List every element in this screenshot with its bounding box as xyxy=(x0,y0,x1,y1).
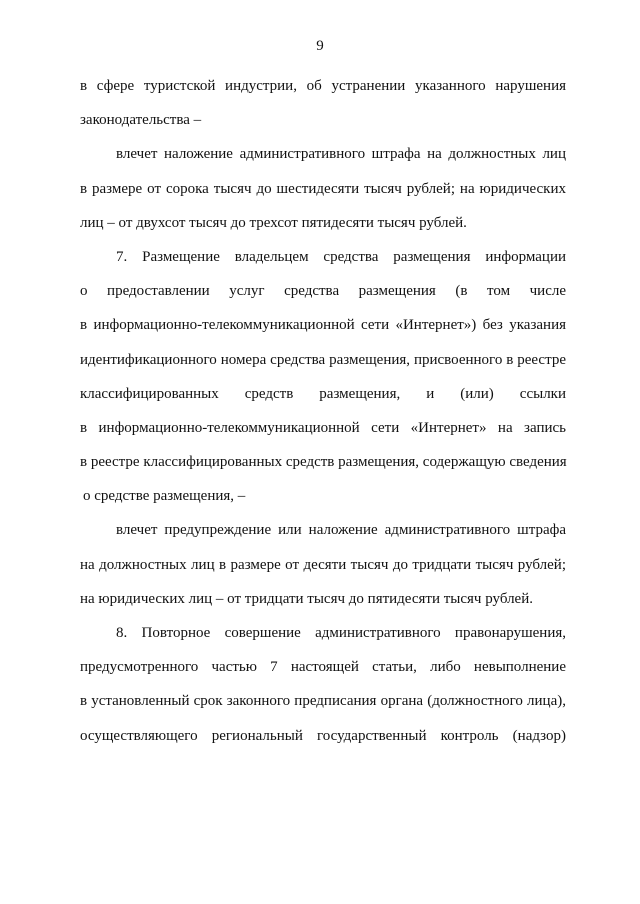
text-line: влечет наложение административного штрафа на должностных лиц xyxy=(116,146,566,163)
text-line: в реестре классифицированных средств размещения, содержащую сведения xyxy=(80,454,567,471)
text-line: законодательства – xyxy=(80,112,202,129)
text-line: в установленный срок законного предписания органа (должностного лица), xyxy=(80,693,566,710)
text-line: 8. Повторное совершение административного правонарушения, xyxy=(116,625,566,641)
text-line: в размере от сорока тысяч до шестидесяти тысяч рублей; на юридических xyxy=(80,180,566,197)
text-line: классифицированных средств размещения, и (или) ссылки xyxy=(80,385,566,402)
text-line: идентификационного номера средства размещения, присвоенного в реестре xyxy=(80,351,566,368)
text-line: в сфере туристской индустрии, об устранении указанного нарушения xyxy=(80,78,566,94)
text-line: на должностных лиц в размере от десяти тысяч до тридцати тысяч рублей; xyxy=(80,556,566,573)
text-line: на юридических лиц – от тридцати тысяч до пятидесяти тысяч рублей. xyxy=(80,590,533,607)
document-body xyxy=(80,76,566,760)
text-line: в информационно-телекоммуникационной сети «Интернет» на запись xyxy=(80,419,566,436)
text-line: предусмотренного частью 7 настоящей статьи, либо невыполнение xyxy=(80,659,566,676)
text-line: о средстве размещения, – xyxy=(83,488,246,505)
text-line: 7. Размещение владельцем средства размещения информации xyxy=(116,248,566,265)
text-line: в информационно-телекоммуникационной сети «Интернет») без указания xyxy=(80,317,566,334)
page-number: 9 xyxy=(316,38,324,54)
text-line: о предоставлении услуг средства размещения (в том числе xyxy=(80,283,566,300)
text-line: осуществляющего региональный государственный контроль (надзор) xyxy=(80,727,566,744)
text-line: влечет предупреждение или наложение административного штрафа xyxy=(116,522,566,539)
text-line: лиц – от двухсот тысяч до трехсот пятидесяти тысяч рублей. xyxy=(80,214,467,231)
